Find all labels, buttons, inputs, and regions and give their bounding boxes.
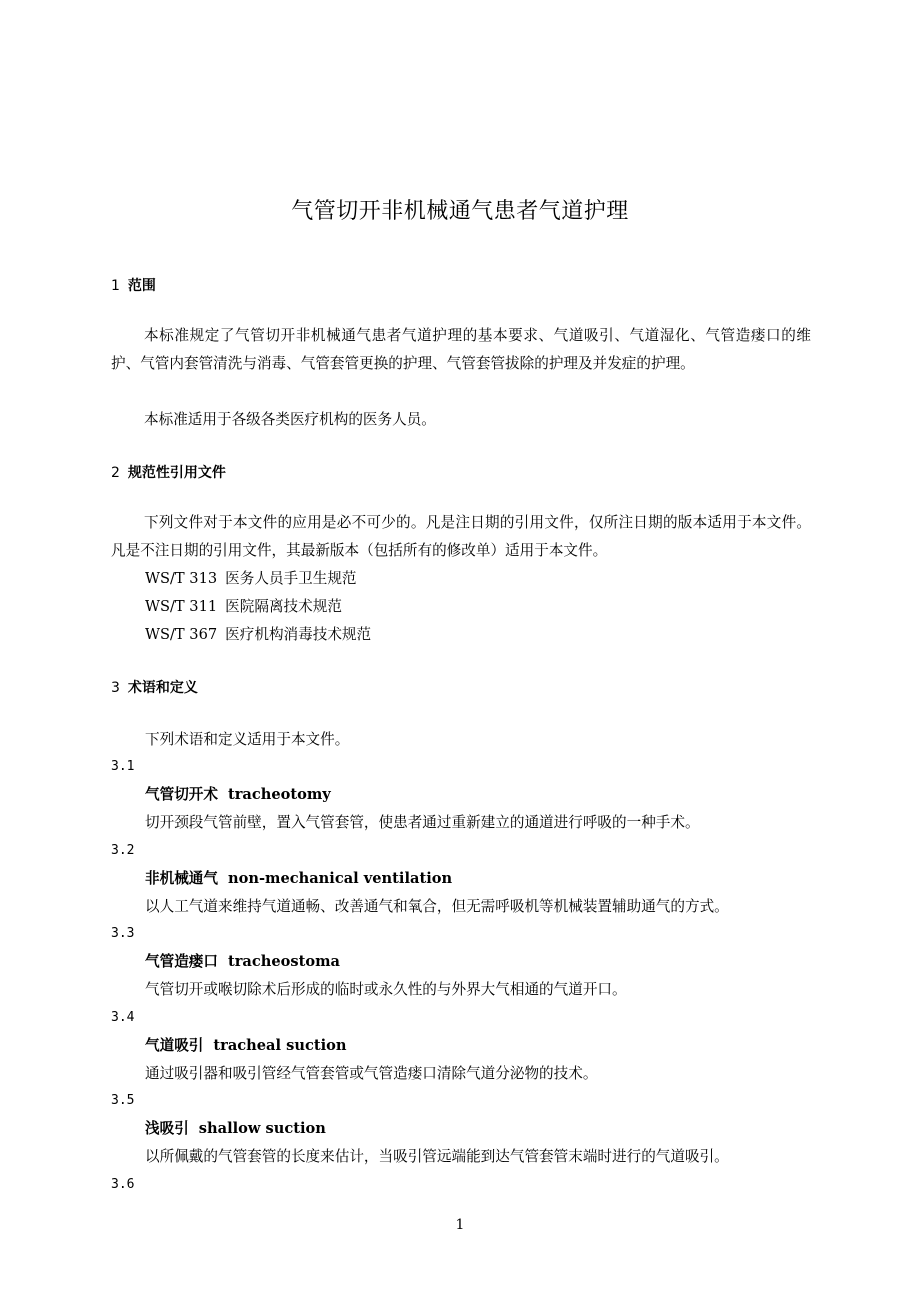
references-paragraph: 下列文件对于本文件的应用是必不可少的。凡是注日期的引用文件，仅所注日期的版本适用于本文件。凡是不注日期的引用文件，其最新版本（包括所有的修改单）适用于本文件。	[111, 514, 811, 559]
term-name	[145, 1036, 346, 1056]
reference-name: 医疗机构消毒技术规范	[225, 626, 372, 643]
term-name-zh: 气管切开术	[145, 786, 218, 803]
term-name-en: tracheotomy	[227, 786, 331, 803]
document-title: 气管切开非机械通气患者气道护理	[291, 199, 629, 224]
section-number: 2	[111, 465, 120, 481]
term-name	[145, 869, 452, 889]
term-number: 3.6	[111, 1177, 135, 1192]
reference-code: WS/T 311	[145, 598, 218, 615]
section-title: 范围	[127, 278, 156, 294]
page-number: 1	[455, 1217, 465, 1233]
term-name-en: shallow suction	[198, 1120, 326, 1137]
term-definition: 通过吸引器和吸引管经气管套管或气管造瘘口清除气道分泌物的技术。	[145, 1065, 598, 1082]
term-number: 3.5	[111, 1093, 135, 1108]
reference-code: WS/T 313	[145, 570, 218, 587]
section-number: 3	[111, 680, 120, 696]
term-definition: 以人工气道来维持气道通畅、改善通气和氧合，但无需呼吸机等机械装置辅助通气的方式。	[145, 898, 729, 915]
term-name	[145, 952, 340, 972]
term-name-zh: 气管造瘘口	[145, 953, 218, 970]
section-heading-3	[111, 678, 198, 698]
term-number: 3.4	[111, 1010, 135, 1025]
section-title: 术语和定义	[127, 680, 198, 696]
term-number: 3.2	[111, 843, 135, 858]
term-name-en: tracheal suction	[213, 1037, 347, 1054]
term-definition: 气管切开或喉切除术后形成的临时或永久性的与外界大气相通的气道开口。	[145, 981, 627, 998]
term-name-zh: 气道吸引	[145, 1037, 204, 1054]
term-name	[145, 1119, 326, 1139]
term-name-zh: 浅吸引	[145, 1120, 189, 1137]
section-title: 规范性引用文件	[127, 465, 226, 481]
reference-name: 医院隔离技术规范	[225, 598, 342, 615]
term-definition: 以所佩戴的气管套管的长度来估计，当吸引管远端能到达气管套管末端时进行的气道吸引。	[145, 1148, 729, 1165]
term-name-en: non-mechanical ventilation	[227, 870, 453, 887]
term-number: 3.3	[111, 926, 135, 941]
reference-item	[145, 569, 357, 589]
term-name-zh: 非机械通气	[145, 870, 218, 887]
terms-intro: 下列术语和定义适用于本文件。	[145, 731, 350, 748]
term-number: 3.1	[111, 759, 135, 774]
scope-applicability-paragraph: 本标准适用于各级各类医疗机构的医务人员。	[144, 411, 436, 428]
reference-item	[145, 597, 342, 617]
section-heading-1	[111, 276, 156, 296]
scope-paragraph: 本标准规定了气管切开非机械通气患者气道护理的基本要求、气道吸引、气道湿化、气管造瘘口的维护、气管内套管清洗与消毒、气管套管更换的护理、气管套管拔除的护理及并发症的护理。	[111, 327, 811, 372]
term-definition: 切开颈段气管前壁，置入气管套管，使患者通过重新建立的通道进行呼吸的一种手术。	[145, 814, 700, 831]
term-name	[145, 785, 331, 805]
section-heading-2	[111, 463, 226, 483]
term-name-en: tracheostoma	[227, 953, 340, 970]
reference-name: 医务人员手卫生规范	[225, 570, 357, 587]
section-number: 1	[111, 278, 120, 294]
reference-item	[145, 625, 371, 645]
reference-code: WS/T 367	[145, 626, 218, 643]
